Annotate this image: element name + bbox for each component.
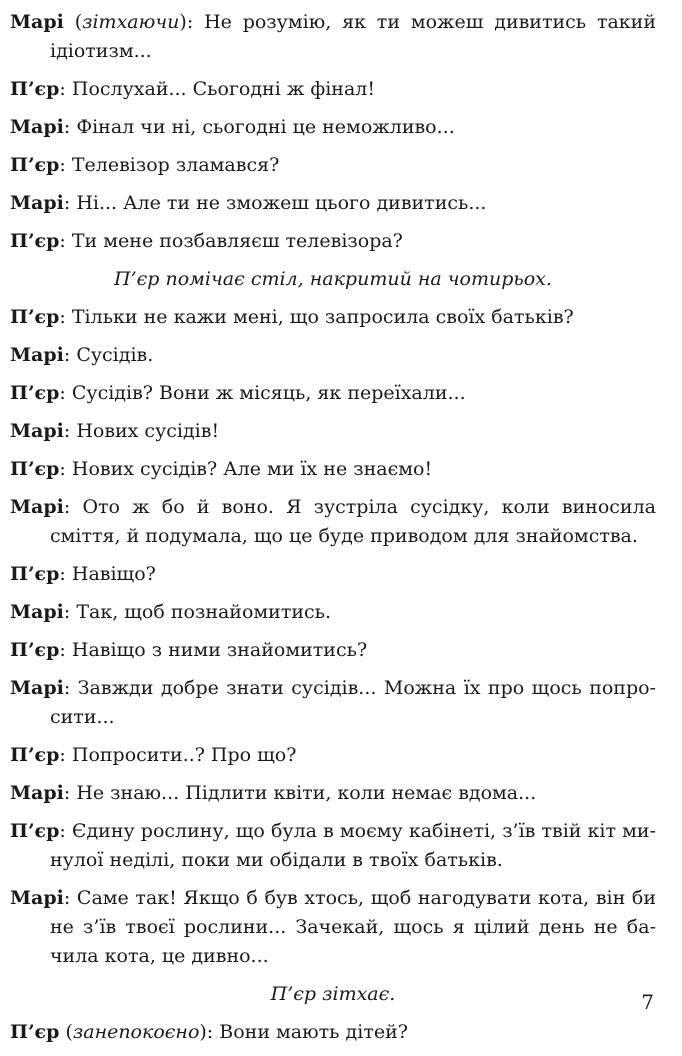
dialogue-line: П’єр: Навіщо?	[10, 563, 156, 585]
dialogue-line: Марі (зітхаючи): Не розумію, як ти можеш дивитись такий ідіотизм...	[10, 11, 657, 62]
dialogue-line: П’єр: Тільки не кажи мені, що запросила своїх батьків?	[10, 306, 574, 328]
speaker-name: П’єр	[10, 306, 60, 328]
speaker-name: П’єр	[10, 382, 60, 404]
speaker-name: П’єр	[10, 744, 60, 766]
dialogue-text: Фінал чи ні, сьогодні це неможливо...	[76, 116, 455, 138]
speaker-name: Марі	[10, 782, 64, 804]
dialogue-text: Не розумію, як ти можеш дивитись такий ідіотизм...	[50, 11, 657, 62]
speaker-name: Марі	[10, 116, 64, 138]
dialogue-line: П’єр: Ти мене позбавляєш телевізора?	[10, 230, 403, 252]
dialogue-text: Сусідів.	[76, 344, 154, 366]
dialogue-line: П’єр: Нових сусідів? Але ми їх не знаємо!	[10, 458, 433, 480]
speaker-name: П’єр	[10, 78, 60, 100]
aside-close: ):	[199, 1021, 220, 1043]
dialogue-text: Навіщо з ними знайомитись?	[71, 639, 368, 661]
stage-aside: зітхаючи	[82, 11, 180, 33]
speaker-name: Марі	[10, 677, 64, 699]
dialogue-line: Марі: Ні... Але ти не зможеш цього дивитись...	[10, 192, 487, 214]
dialogue-text: Завжди добре знати сусідів... Можна їх про щось попро-сити...	[50, 677, 656, 728]
dialogue-text: Нових сусідів? Але ми їх не знаємо!	[71, 458, 433, 480]
dialogue-line: Марі: Нових сусідів!	[10, 420, 220, 442]
speaker-name: П’єр	[10, 154, 60, 176]
dialogue-text: Сусідів? Вони ж місяць, як переїхали...	[71, 382, 466, 404]
dialogue-text: Нових сусідів!	[76, 420, 220, 442]
dialogue-line: Марі: Ото ж бо й воно. Я зустріла сусідку, коли виносила сміття, й подумала, що це буде приводом для знайомства.	[10, 496, 656, 547]
dialogue-text: Тільки не кажи мені, що запросила своїх батьків?	[71, 306, 574, 328]
speaker-name: П’єр	[10, 458, 60, 480]
speaker-name: Марі	[10, 344, 64, 366]
script-page	[10, 8, 656, 1056]
dialogue-line: Марі: Завжди добре знати сусідів... Можна їх про щось попро-сити...	[10, 677, 656, 728]
dialogue-line: Марі: Саме так! Якщо б був хтось, щоб нагодувати кота, він би не з’їв твоєї рослини... Зачекай, щось я цілий день не ба-чила кота, це дивно...	[10, 887, 656, 967]
dialogue-text: Ні... Але ти не зможеш цього дивитись...	[76, 192, 487, 214]
dialogue-line: П’єр: Навіщо з ними знайомитись?	[10, 639, 368, 661]
dialogue-text: Єдину рослину, що була в моєму кабінеті, з’їв твій кіт ми-нулої неділі, поки ми обідали в твоїх батьків.	[50, 820, 656, 871]
aside-close: ):	[179, 11, 205, 33]
dialogue-line: П’єр: Єдину рослину, що була в моєму кабінеті, з’їв твій кіт ми-нулої неділі, поки ми обідали в твоїх батьків.	[10, 820, 656, 871]
speaker-name: Марі	[10, 420, 64, 442]
stage-aside: занепокоєно	[72, 1021, 200, 1043]
dialogue-line: Марі: Не знаю... Підлити квіти, коли немає вдома...	[10, 782, 537, 804]
dialogue-text: Телевізор зламався?	[71, 154, 280, 176]
dialogue-line: Марі: Фінал чи ні, сьогодні це неможливо...	[10, 116, 455, 138]
dialogue-line: П’єр: Сусідів? Вони ж місяць, як переїхали...	[10, 382, 466, 404]
speaker-name: П’єр	[10, 230, 60, 252]
dialogue-line: Марі: Так, щоб познайомитись.	[10, 601, 332, 623]
stage-direction: П’єр помічає стіл, накритий на чотирьох.	[114, 268, 552, 290]
dialogue-text: Ти мене позбавляєш телевізора?	[71, 230, 403, 252]
speaker-name: П’єр	[10, 1021, 60, 1043]
speaker-name: П’єр	[10, 563, 60, 585]
speaker-name: П’єр	[10, 820, 60, 842]
dialogue-line: П’єр (занепокоєно): Вони мають дітей?	[10, 1021, 408, 1043]
speaker-name: Марі	[10, 11, 64, 33]
speaker-name: Марі	[10, 192, 64, 214]
dialogue-line: П’єр: Телевізор зламався?	[10, 154, 280, 176]
dialogue-text: Навіщо?	[71, 563, 156, 585]
dialogue-text: Ото ж бо й воно. Я зустріла сусідку, коли виносила сміття, й подумала, що це буде приводом для знайомства.	[50, 496, 656, 547]
dialogue-text: Не знаю... Підлити квіти, коли немає вдома...	[76, 782, 537, 804]
dialogue-line: П’єр: Послухай... Сьогодні ж фінал!	[10, 78, 375, 100]
dialogue-text: Послухай... Сьогодні ж фінал!	[71, 78, 375, 100]
dialogue-line: Марі: Сусідів.	[10, 344, 154, 366]
speaker-name: Марі	[10, 601, 64, 623]
page-number: 7	[641, 990, 654, 1014]
speaker-name: П’єр	[10, 639, 60, 661]
speaker-name: Марі	[10, 887, 64, 909]
dialogue-line: П’єр: Попросити..? Про що?	[10, 744, 297, 766]
dialogue-text: Попросити..? Про що?	[71, 744, 297, 766]
dialogue-text: Так, щоб познайомитись.	[76, 601, 332, 623]
stage-direction: П’єр зітхає.	[270, 983, 396, 1005]
speaker-name: Марі	[10, 496, 64, 518]
dialogue-text: Вони мають дітей?	[219, 1021, 408, 1043]
dialogue-text: Саме так! Якщо б був хтось, щоб нагодувати кота, він би не з’їв твоєї рослини... Зачекай, щось я цілий день не ба-чила кота, це дивно...	[50, 887, 656, 967]
